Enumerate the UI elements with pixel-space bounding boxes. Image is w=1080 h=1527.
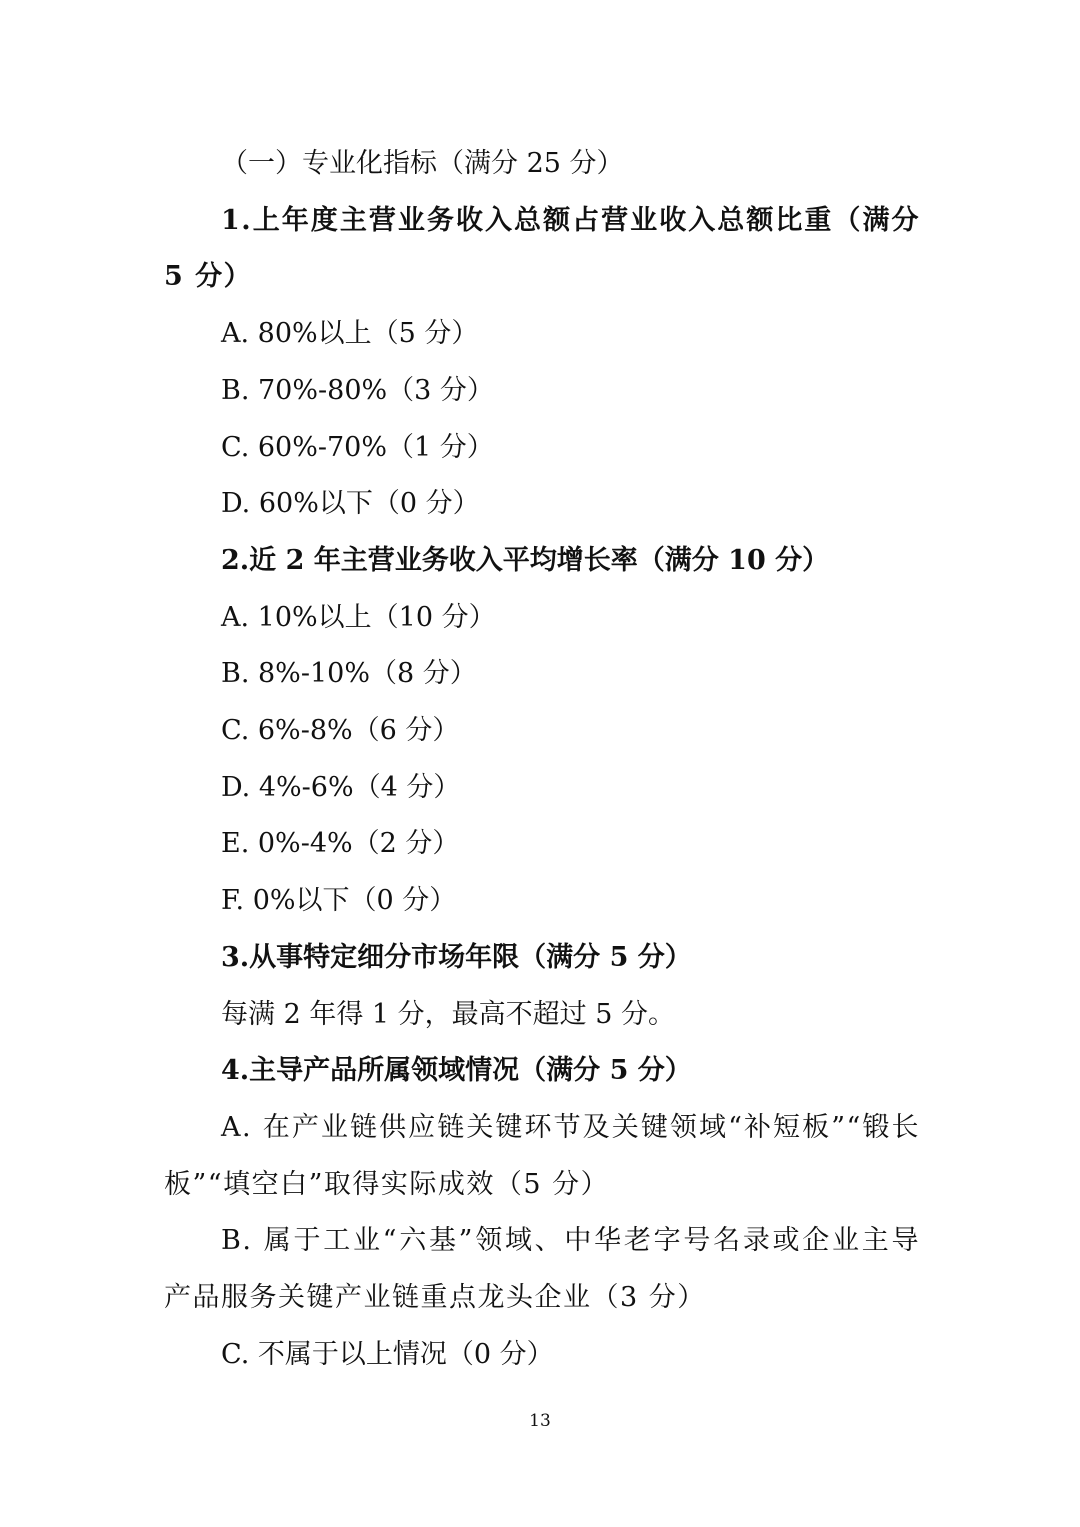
indicator-2-option-a: A. 10%以上（10 分） [221,601,496,633]
section-title: （一）专业化指标（满分 25 分） [221,148,624,179]
indicator-4-heading: 4.主导产品所属领域情况（满分 5 分） [221,1055,692,1087]
indicator-1-heading: 1.上年度主营业务收入总额占营业收入总额比重（满分 5 分） [164,204,920,293]
indicator-2-option-d: D. 4%-6%（4 分） [221,771,461,803]
document-body [164,136,920,1383]
indicator-1-option-c: C. 60%-70%（1 分） [221,431,494,463]
indicator-1-option-b: B. 70%-80%（3 分） [221,374,494,406]
indicator-2-option-b: B. 8%-10%（8 分） [221,658,477,690]
indicator-2-heading: 2.近 2 年主营业务收入平均增长率（满分 10 分） [221,544,830,576]
indicator-2-option-f: F. 0%以下（0 分） [221,885,457,917]
indicator-4-option-b: B. 属于工业“六基”领域、中华老字号名录或企业主导产品服务关键产业链重点龙头企业（3 分） [164,1225,920,1314]
indicator-2-option-c: C. 6%-8%（6 分） [221,715,460,747]
indicator-3-heading: 3.从事特定细分市场年限（满分 5 分） [221,941,692,973]
indicator-2-option-e: E. 0%-4%（2 分） [221,828,460,860]
indicator-1-option-a: A. 80%以上（5 分） [221,318,479,350]
indicator-1-option-d: D. 60%以下（0 分） [221,488,480,520]
indicator-3-note: 每满 2 年得 1 分，最高不超过 5 分。 [221,998,676,1030]
page-number: 13 [529,1411,551,1431]
indicator-4-option-c: C. 不属于以上情况（0 分） [221,1338,554,1370]
indicator-4-option-a: A. 在产业链供应链关键环节及关键领域“补短板”“锻长板”“填空白”取得实际成效（5 分） [164,1111,920,1200]
